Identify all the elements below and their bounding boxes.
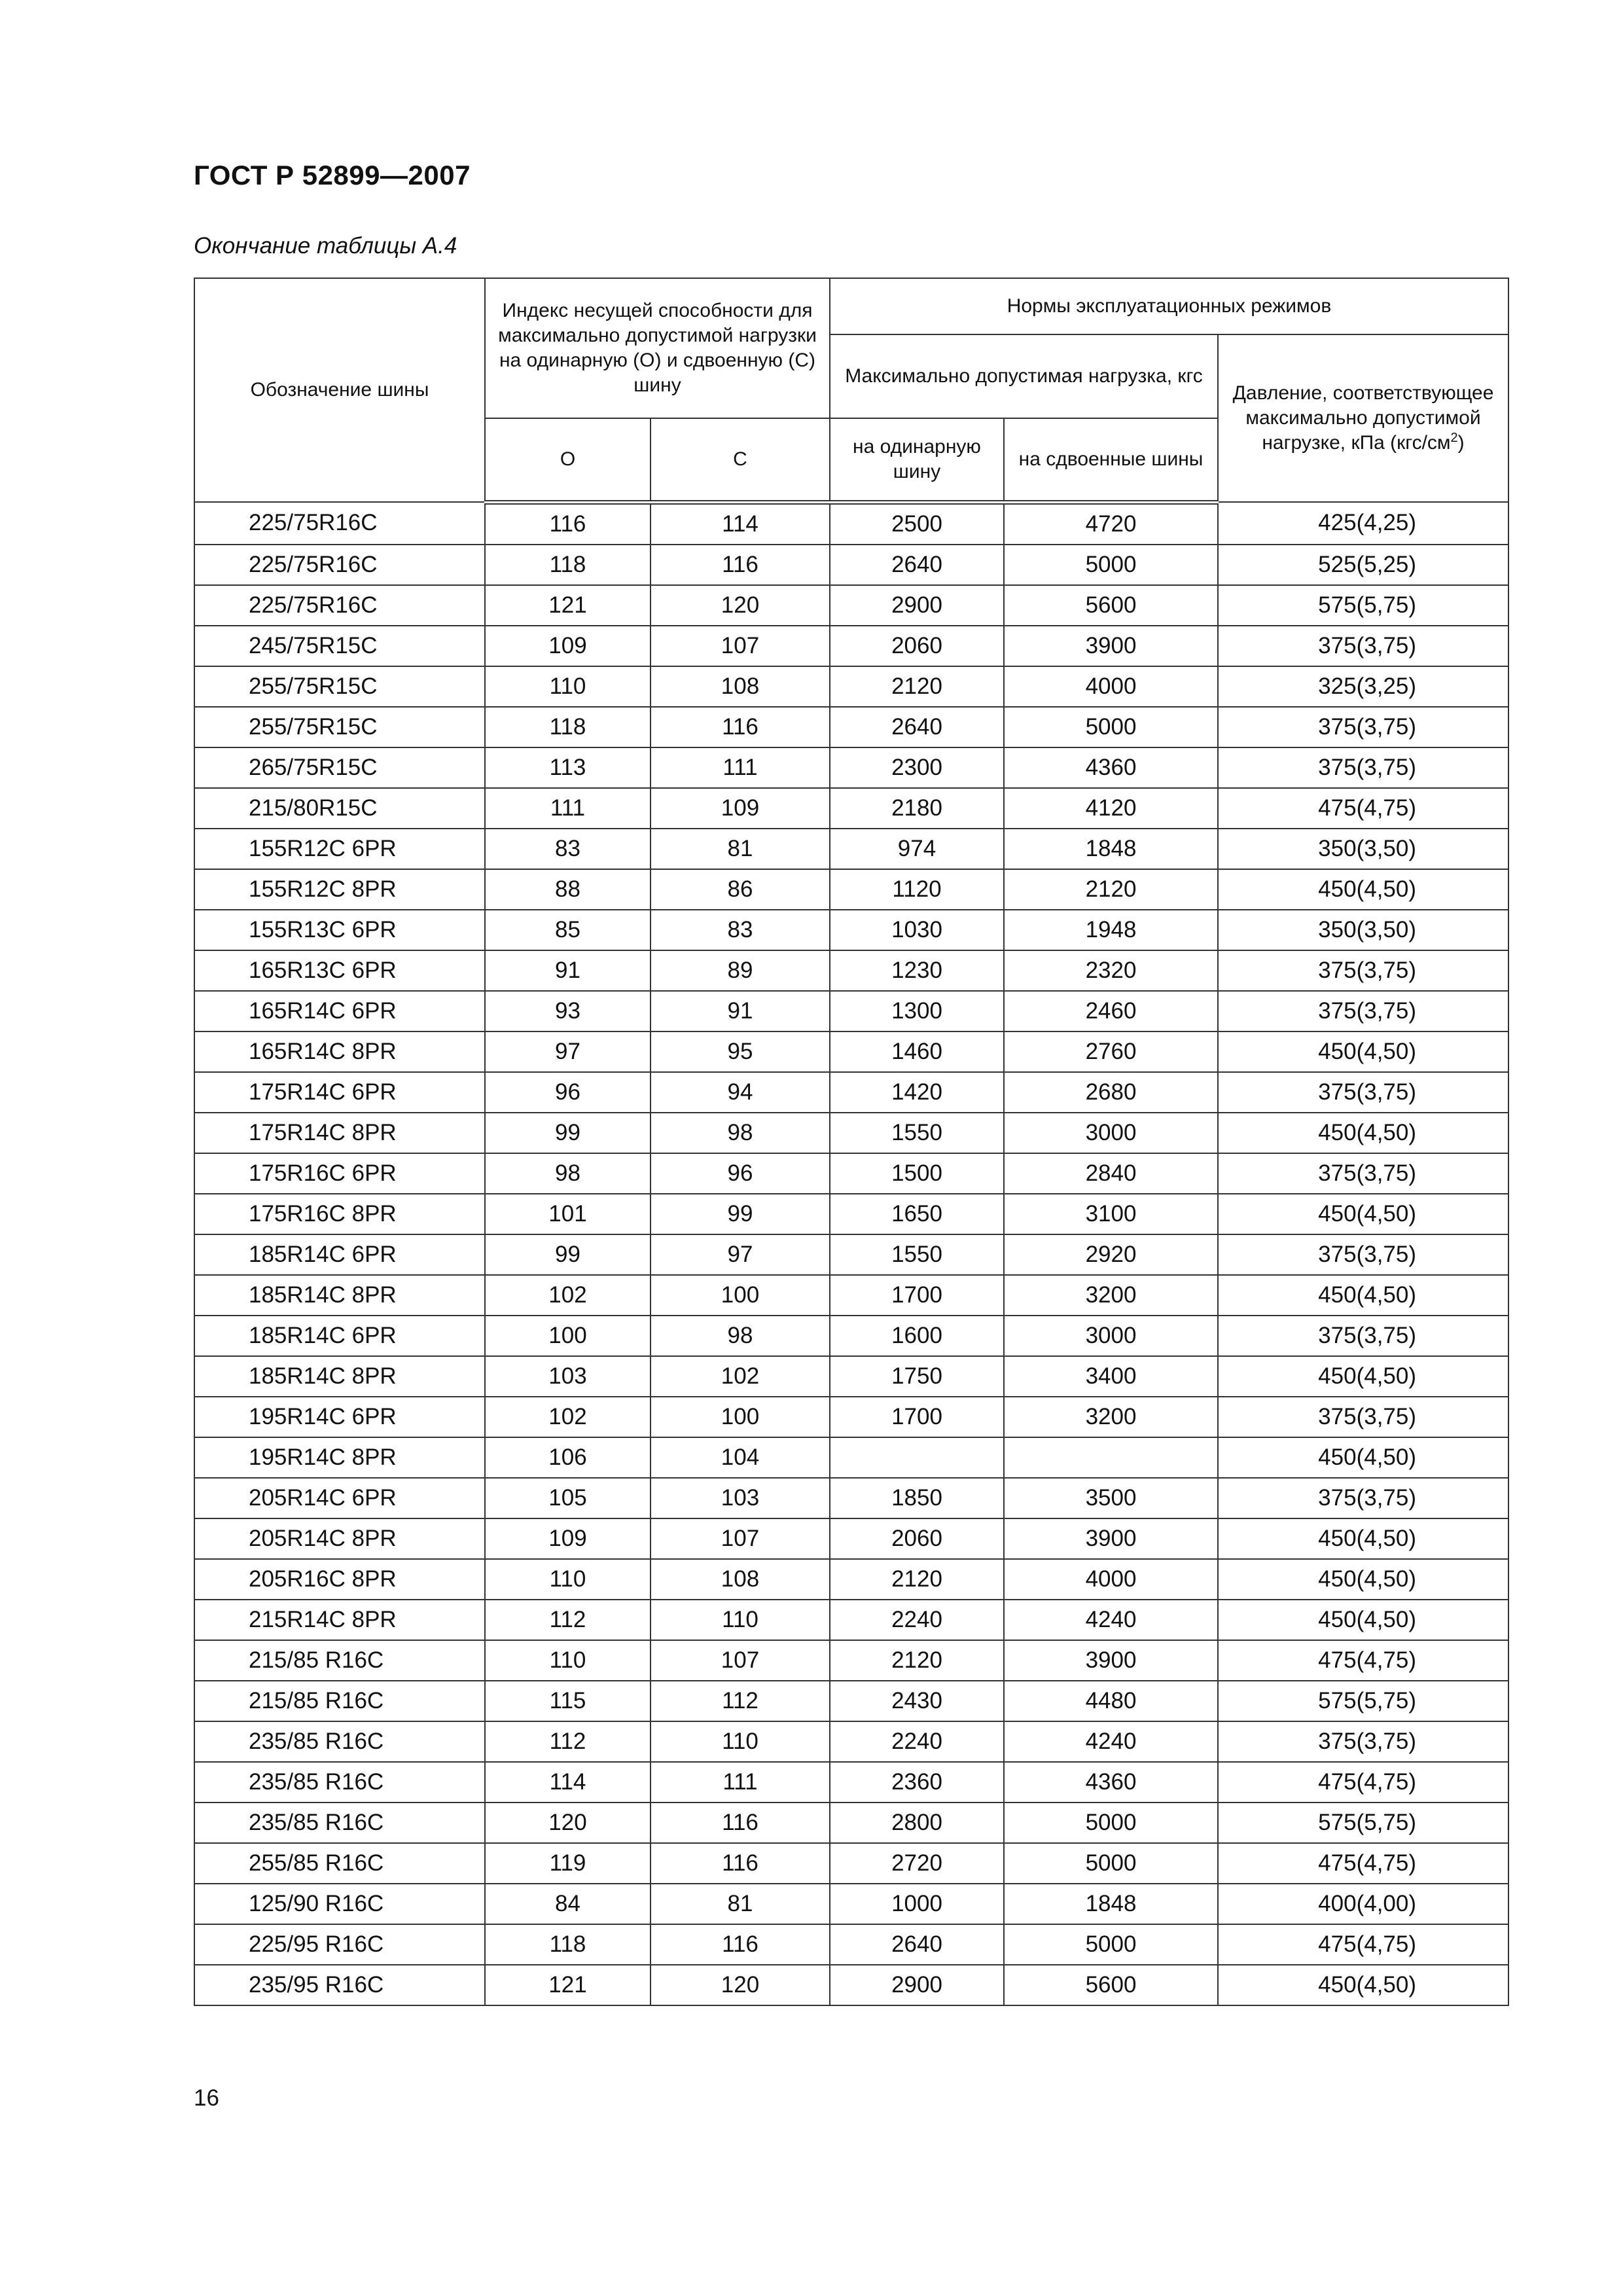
table-row [194,585,1508,626]
tire-designation-cell: 235/95 R16C [194,1965,485,2005]
max-load-single-cell: 2800 [830,1803,1004,1843]
load-index-single-cell: 109 [485,1518,651,1559]
load-index-dual-cell: 116 [651,707,830,747]
pressure-cell: 575(5,75) [1218,585,1508,626]
max-load-single-cell: 2120 [830,1640,1004,1681]
load-index-dual-cell: 104 [651,1437,830,1478]
max-load-single-cell: 2640 [830,1924,1004,1965]
pressure-cell: 475(4,75) [1218,1762,1508,1803]
pressure-cell: 425(4,25) [1218,502,1508,545]
load-index-dual-cell: 111 [651,747,830,788]
load-index-dual-cell: 102 [651,1356,830,1397]
table-row [194,502,1508,545]
load-index-single-cell: 114 [485,1762,651,1803]
table-caption: Окончание таблицы А.4 [194,233,457,259]
max-load-single-cell: 974 [830,829,1004,869]
tire-designation-cell: 225/95 R16C [194,1924,485,1965]
load-index-single-cell: 102 [485,1275,651,1316]
tire-designation-cell: 175R14C 8PR [194,1113,485,1153]
load-index-dual-cell: 111 [651,1762,830,1803]
pressure-cell: 350(3,50) [1218,829,1508,869]
max-load-dual-cell: 3200 [1004,1275,1218,1316]
max-load-dual-cell: 3200 [1004,1397,1218,1437]
pressure-cell: 475(4,75) [1218,1924,1508,1965]
max-load-dual-cell: 2680 [1004,1072,1218,1113]
pressure-cell: 375(3,75) [1218,950,1508,991]
pressure-cell: 450(4,50) [1218,1518,1508,1559]
load-index-dual-cell: 95 [651,1031,830,1072]
header-pressure-text: Давление, соответствующее максимально допустимой нагрузке, кПа (кгс/см [1232,382,1494,454]
load-index-single-cell: 113 [485,747,651,788]
table-row [194,1600,1508,1640]
header-tire-designation: Обозначение шины [194,278,485,502]
pressure-cell: 450(4,50) [1218,1600,1508,1640]
table-row [194,666,1508,707]
tire-designation-cell: 185R14C 8PR [194,1356,485,1397]
load-index-dual-cell: 86 [651,869,830,910]
load-index-dual-cell: 107 [651,1640,830,1681]
header-dual-load: на сдвоенные шины [1004,418,1218,502]
load-index-dual-cell: 81 [651,829,830,869]
pressure-cell: 375(3,75) [1218,1721,1508,1762]
max-load-single-cell: 2120 [830,1559,1004,1600]
load-index-dual-cell: 116 [651,545,830,585]
max-load-single-cell: 1000 [830,1884,1004,1924]
max-load-dual-cell: 5000 [1004,1924,1218,1965]
tire-designation-cell: 125/90 R16C [194,1884,485,1924]
max-load-dual-cell: 3400 [1004,1356,1218,1397]
max-load-dual-cell: 3100 [1004,1194,1218,1234]
pressure-cell: 375(3,75) [1218,707,1508,747]
max-load-single-cell: 1750 [830,1356,1004,1397]
pressure-cell: 450(4,50) [1218,1965,1508,2005]
tire-designation-cell: 205R14C 8PR [194,1518,485,1559]
pressure-cell: 450(4,50) [1218,1031,1508,1072]
max-load-single-cell: 2060 [830,626,1004,666]
max-load-single-cell: 2180 [830,788,1004,829]
load-index-dual-cell: 114 [651,502,830,545]
max-load-dual-cell: 5000 [1004,1843,1218,1884]
page-number: 16 [194,2085,219,2111]
max-load-dual-cell: 4360 [1004,747,1218,788]
load-index-dual-cell: 120 [651,585,830,626]
load-index-dual-cell: 108 [651,666,830,707]
max-load-single-cell: 1460 [830,1031,1004,1072]
pressure-cell: 325(3,25) [1218,666,1508,707]
load-index-dual-cell: 100 [651,1275,830,1316]
max-load-dual-cell: 3900 [1004,1518,1218,1559]
load-index-single-cell: 110 [485,666,651,707]
table-row [194,747,1508,788]
load-index-dual-cell: 112 [651,1681,830,1721]
tire-designation-cell: 155R12C 6PR [194,829,485,869]
tire-designation-cell: 185R14C 6PR [194,1316,485,1356]
tire-load-table [194,278,1509,2006]
max-load-single-cell: 1230 [830,950,1004,991]
load-index-dual-cell: 116 [651,1803,830,1843]
document-title: ГОСТ Р 52899—2007 [194,160,471,190]
max-load-single-cell: 2640 [830,545,1004,585]
tire-designation-cell: 165R14C 6PR [194,991,485,1031]
max-load-dual-cell: 4480 [1004,1681,1218,1721]
max-load-dual-cell: 4240 [1004,1721,1218,1762]
pressure-cell: 375(3,75) [1218,991,1508,1031]
max-load-dual-cell: 3900 [1004,1640,1218,1681]
tire-designation-cell: 255/75R15C [194,666,485,707]
header-pressure-superscript: 2 [1450,431,1458,445]
max-load-single-cell: 2430 [830,1681,1004,1721]
table-row [194,1113,1508,1153]
load-index-single-cell: 112 [485,1600,651,1640]
table-row [194,1721,1508,1762]
load-index-single-cell: 109 [485,626,651,666]
load-index-dual-cell: 94 [651,1072,830,1113]
max-load-dual-cell: 4120 [1004,788,1218,829]
load-index-single-cell: 100 [485,1316,651,1356]
max-load-dual-cell: 1848 [1004,829,1218,869]
load-index-single-cell: 118 [485,545,651,585]
tire-designation-cell: 155R13C 6PR [194,910,485,950]
pressure-cell: 400(4,00) [1218,1884,1508,1924]
max-load-single-cell: 1850 [830,1478,1004,1518]
max-load-dual-cell: 4240 [1004,1600,1218,1640]
tire-designation-cell: 195R14C 8PR [194,1437,485,1478]
table-row [194,1275,1508,1316]
pressure-cell: 475(4,75) [1218,1640,1508,1681]
max-load-single-cell: 1600 [830,1316,1004,1356]
table-row [194,1072,1508,1113]
pressure-cell: 475(4,75) [1218,1843,1508,1884]
load-index-single-cell: 88 [485,869,651,910]
load-index-single-cell: 121 [485,585,651,626]
table-row [194,1965,1508,2005]
load-index-dual-cell: 98 [651,1113,830,1153]
pressure-cell: 525(5,25) [1218,545,1508,585]
pressure-cell: 450(4,50) [1218,1113,1508,1153]
max-load-single-cell: 1500 [830,1153,1004,1194]
tire-designation-cell: 225/75R16C [194,585,485,626]
load-index-single-cell: 110 [485,1640,651,1681]
load-index-single-cell: 83 [485,829,651,869]
pressure-cell: 375(3,75) [1218,1153,1508,1194]
max-load-dual-cell: 5000 [1004,545,1218,585]
tire-designation-cell: 235/85 R16C [194,1762,485,1803]
max-load-single-cell: 2060 [830,1518,1004,1559]
header-operating-norms: Нормы эксплуатационных режимов [830,278,1508,334]
max-load-single-cell: 2900 [830,585,1004,626]
tire-designation-cell: 175R16C 6PR [194,1153,485,1194]
table-row [194,1559,1508,1600]
max-load-single-cell: 2360 [830,1762,1004,1803]
table-row [194,1437,1508,1478]
tire-designation-cell: 215/85 R16C [194,1681,485,1721]
load-index-single-cell: 118 [485,1924,651,1965]
tire-designation-cell: 215/80R15C [194,788,485,829]
table-row [194,1843,1508,1884]
max-load-single-cell: 2720 [830,1843,1004,1884]
max-load-dual-cell: 5600 [1004,1965,1218,2005]
tire-designation-cell: 255/75R15C [194,707,485,747]
table-row [194,1762,1508,1803]
max-load-single-cell: 2240 [830,1600,1004,1640]
table-row [194,910,1508,950]
max-load-single-cell: 2240 [830,1721,1004,1762]
max-load-single-cell: 1700 [830,1275,1004,1316]
table-row [194,869,1508,910]
tire-designation-cell: 245/75R15C [194,626,485,666]
load-index-dual-cell: 103 [651,1478,830,1518]
max-load-dual-cell [1004,1437,1218,1478]
max-load-dual-cell: 2320 [1004,950,1218,991]
pressure-cell: 375(3,75) [1218,1072,1508,1113]
table-header [194,278,1508,502]
load-index-dual-cell: 107 [651,626,830,666]
load-index-single-cell: 102 [485,1397,651,1437]
table-row [194,545,1508,585]
header-single-index: О [485,418,651,502]
tire-designation-cell: 195R14C 6PR [194,1397,485,1437]
load-index-single-cell: 96 [485,1072,651,1113]
max-load-dual-cell: 4000 [1004,1559,1218,1600]
tire-designation-cell: 265/75R15C [194,747,485,788]
load-index-single-cell: 119 [485,1843,651,1884]
table-row [194,1924,1508,1965]
pressure-cell: 350(3,50) [1218,910,1508,950]
pressure-cell: 375(3,75) [1218,1316,1508,1356]
header-pressure [1218,334,1508,502]
table-row [194,1803,1508,1843]
pressure-cell: 450(4,50) [1218,1437,1508,1478]
tire-designation-cell: 155R12C 8PR [194,869,485,910]
load-index-single-cell: 115 [485,1681,651,1721]
max-load-single-cell [830,1437,1004,1478]
pressure-cell: 450(4,50) [1218,1356,1508,1397]
pressure-cell: 375(3,75) [1218,626,1508,666]
max-load-dual-cell: 4000 [1004,666,1218,707]
load-index-dual-cell: 97 [651,1234,830,1275]
table-row [194,1518,1508,1559]
load-index-dual-cell: 91 [651,991,830,1031]
table-row [194,829,1508,869]
pressure-cell: 375(3,75) [1218,1478,1508,1518]
load-index-single-cell: 121 [485,1965,651,2005]
max-load-single-cell: 2300 [830,747,1004,788]
max-load-dual-cell: 4360 [1004,1762,1218,1803]
max-load-single-cell: 2900 [830,1965,1004,2005]
load-index-single-cell: 118 [485,707,651,747]
load-index-single-cell: 93 [485,991,651,1031]
tire-designation-cell: 235/85 R16C [194,1721,485,1762]
load-index-single-cell: 101 [485,1194,651,1234]
tire-designation-cell: 235/85 R16C [194,1803,485,1843]
load-index-dual-cell: 116 [651,1843,830,1884]
load-index-dual-cell: 110 [651,1600,830,1640]
tire-designation-cell: 185R14C 8PR [194,1275,485,1316]
table-row [194,1194,1508,1234]
max-load-single-cell: 1030 [830,910,1004,950]
load-index-dual-cell: 89 [651,950,830,991]
max-load-single-cell: 1420 [830,1072,1004,1113]
table-row [194,788,1508,829]
load-index-dual-cell: 110 [651,1721,830,1762]
load-index-single-cell: 91 [485,950,651,991]
max-load-dual-cell: 2840 [1004,1153,1218,1194]
pressure-cell: 450(4,50) [1218,869,1508,910]
table-row [194,1884,1508,1924]
max-load-dual-cell: 2760 [1004,1031,1218,1072]
tire-designation-cell: 225/75R16C [194,502,485,545]
tire-designation-cell: 165R13C 6PR [194,950,485,991]
max-load-single-cell: 2640 [830,707,1004,747]
load-index-single-cell: 99 [485,1234,651,1275]
load-index-single-cell: 99 [485,1113,651,1153]
max-load-single-cell: 1550 [830,1113,1004,1153]
pressure-cell: 475(4,75) [1218,788,1508,829]
load-index-single-cell: 97 [485,1031,651,1072]
pressure-cell: 450(4,50) [1218,1559,1508,1600]
load-index-single-cell: 110 [485,1559,651,1600]
load-index-dual-cell: 98 [651,1316,830,1356]
load-index-single-cell: 111 [485,788,651,829]
max-load-dual-cell: 5000 [1004,707,1218,747]
tire-designation-cell: 185R14C 6PR [194,1234,485,1275]
table-row [194,950,1508,991]
load-index-dual-cell: 107 [651,1518,830,1559]
table-row [194,1681,1508,1721]
table-row [194,1356,1508,1397]
max-load-dual-cell: 1948 [1004,910,1218,950]
table-row [194,626,1508,666]
max-load-dual-cell: 1848 [1004,1884,1218,1924]
max-load-single-cell: 1120 [830,869,1004,910]
load-index-dual-cell: 96 [651,1153,830,1194]
table-row [194,1397,1508,1437]
load-index-single-cell: 112 [485,1721,651,1762]
load-index-dual-cell: 116 [651,1924,830,1965]
pressure-cell: 575(5,75) [1218,1681,1508,1721]
table-row [194,707,1508,747]
load-index-dual-cell: 99 [651,1194,830,1234]
pressure-cell: 575(5,75) [1218,1803,1508,1843]
table-row [194,1031,1508,1072]
max-load-dual-cell: 2920 [1004,1234,1218,1275]
pressure-cell: 450(4,50) [1218,1194,1508,1234]
pressure-cell: 375(3,75) [1218,747,1508,788]
header-max-load: Максимально допустимая нагрузка, кгс [830,334,1218,418]
max-load-single-cell: 2500 [830,502,1004,545]
load-index-single-cell: 103 [485,1356,651,1397]
load-index-dual-cell: 120 [651,1965,830,2005]
tire-designation-cell: 215R14C 8PR [194,1600,485,1640]
table-row [194,1153,1508,1194]
load-index-dual-cell: 109 [651,788,830,829]
tire-designation-cell: 175R16C 8PR [194,1194,485,1234]
max-load-single-cell: 2120 [830,666,1004,707]
load-index-dual-cell: 81 [651,1884,830,1924]
max-load-dual-cell: 2120 [1004,869,1218,910]
max-load-single-cell: 1300 [830,991,1004,1031]
load-index-single-cell: 84 [485,1884,651,1924]
tire-designation-cell: 175R14C 6PR [194,1072,485,1113]
load-index-single-cell: 98 [485,1153,651,1194]
tire-designation-cell: 225/75R16C [194,545,485,585]
max-load-dual-cell: 5000 [1004,1803,1218,1843]
load-index-dual-cell: 83 [651,910,830,950]
load-index-single-cell: 106 [485,1437,651,1478]
tire-designation-cell: 205R16C 8PR [194,1559,485,1600]
pressure-cell: 375(3,75) [1218,1234,1508,1275]
header-single-load: на одинарную шину [830,418,1004,502]
max-load-single-cell: 1550 [830,1234,1004,1275]
pressure-cell: 375(3,75) [1218,1397,1508,1437]
load-index-single-cell: 105 [485,1478,651,1518]
load-index-single-cell: 120 [485,1803,651,1843]
table-row [194,1478,1508,1518]
table-row [194,1234,1508,1275]
max-load-dual-cell: 3000 [1004,1113,1218,1153]
load-index-single-cell: 116 [485,502,651,545]
table-row [194,991,1508,1031]
max-load-single-cell: 1650 [830,1194,1004,1234]
max-load-dual-cell: 3500 [1004,1478,1218,1518]
header-dual-index: С [651,418,830,502]
table-row [194,1640,1508,1681]
header-pressure-close: ) [1457,432,1465,454]
tire-designation-cell: 165R14C 8PR [194,1031,485,1072]
tire-designation-cell: 205R14C 6PR [194,1478,485,1518]
max-load-single-cell: 1700 [830,1397,1004,1437]
tire-designation-cell: 215/85 R16C [194,1640,485,1681]
load-index-dual-cell: 108 [651,1559,830,1600]
load-index-dual-cell: 100 [651,1397,830,1437]
max-load-dual-cell: 3900 [1004,626,1218,666]
max-load-dual-cell: 2460 [1004,991,1218,1031]
max-load-dual-cell: 4720 [1004,502,1218,545]
max-load-dual-cell: 3000 [1004,1316,1218,1356]
header-load-index: Индекс несущей способности для максимально допустимой нагрузки на одинарную (О) и сдвоенную (С) шину [485,278,830,418]
tire-designation-cell: 255/85 R16C [194,1843,485,1884]
table-row [194,1316,1508,1356]
max-load-dual-cell: 5600 [1004,585,1218,626]
pressure-cell: 450(4,50) [1218,1275,1508,1316]
table-body [194,502,1508,2005]
load-index-single-cell: 85 [485,910,651,950]
